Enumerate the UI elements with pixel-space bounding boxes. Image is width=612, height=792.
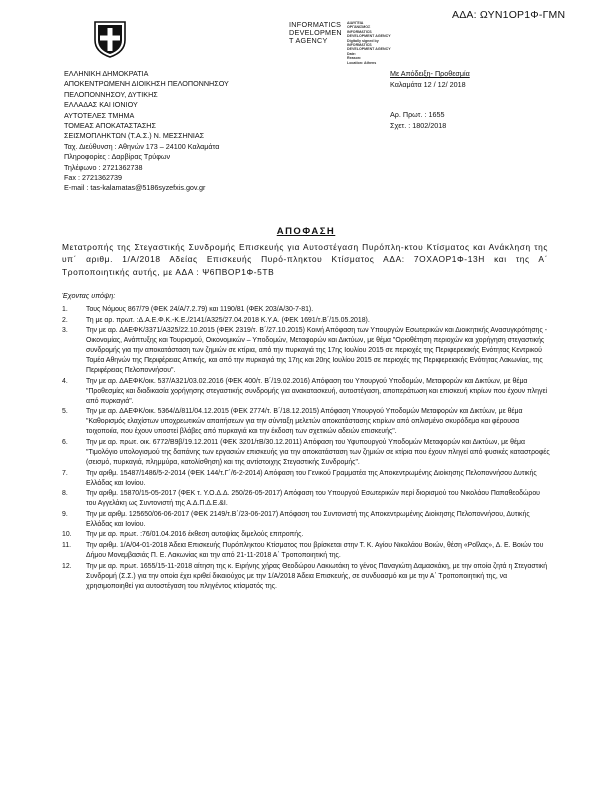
agency-logo-line: T AGENCY	[289, 36, 328, 46]
stamp-line: DEVELOPMENT AGENCY	[347, 34, 391, 39]
consideration-item	[62, 377, 552, 407]
place-date: Καλαμάτα 12 / 12/ 2018	[390, 80, 466, 89]
consideration-number: 6.	[62, 438, 68, 446]
protocol-number: Αρ. Πρωτ. : 1655	[390, 110, 445, 119]
stamp-line: INFORMATICS	[347, 29, 372, 34]
consideration-number: 2.	[62, 316, 68, 324]
consideration-item	[62, 438, 552, 468]
issuer-line: ΑΠΟΚΕΝΤΡΩΜΕΝΗ ΔΙΟΙΚΗΣΗ ΠΕΛΟΠΟΝΝΗΣΟΥ	[64, 79, 229, 89]
issuer-line: ΤΟΜΕΑΣ ΑΠΟΚΑΤΑΣΤΑΣΗΣ	[64, 121, 156, 131]
agency-logo-line: DEVELOPMEN	[289, 28, 342, 38]
consideration-text: Την με αρ. πρωτ. :76/01.04.2016 έκθεση αυτοψίας διμελούς επιτροπής.	[86, 531, 304, 539]
consideration-text: Την με αριθμ. 125650/06-06-2017 (ΦΕΚ 2149/τ.Β΄/23-06-2017) Απόφαση του Συντονιστή της Αποκεντρωμένης Διοίκησης Πελοποννήσου, Δυτικής Ελλάδας και Ιονίου.	[86, 510, 530, 528]
consideration-text: Την με αρ. ΔΑΕΦΚ/3371/Α325/22.10.2015 (ΦΕΚ 2319/τ. Β΄/27.10.2015) Κοινή Απόφαση των Υπουργών Εσωτερικών και Διοικητικής Ανασυγκρότησης - Οικονομίας, Ανάπτυξης και Τουρισμού, Οικονομικών – Υποδομών, Μεταφορών και Δικτύων, με θέμα "Οριοθέτηση περιοχών και χορήγηση στεγαστικής συνδρομής για την αποκατάσταση των ζημιών σε κτίρια, από την πυρκαγιά της 17ης Ιουλίου 2015 σε περιοχές της Περιφερειακής Ενότητας Κεντρικού Τομέα Αθηνών της Περιφέρειας Αττικής, και από την πυρκαγιά της 17ης και 20ης Ιουλίου 2015 σε περιοχές της Περιφερειακής Ενότητας Λακωνίας, της Περιφέρειας Πελοποννήσου".	[86, 327, 548, 375]
decision-title-text: ΑΠΟΦΑΣΗ	[276, 226, 336, 237]
stamp-line: Location: Athens	[347, 60, 377, 65]
consideration-item	[62, 326, 552, 376]
consideration-number: 8.	[62, 490, 68, 498]
issuer-line: ΕΛΛΗΝΙΚΗ ΔΗΜΟΚΡΑΤΙΑ	[64, 69, 149, 78]
considerations-list	[62, 305, 552, 592]
agency-logo-line: INFORMATICS	[289, 20, 342, 29]
issuer-line: ΠΕΛΟΠΟΝΝΗΣΟΥ, ΔΥΤΙΚΗΣ	[64, 89, 158, 99]
consideration-number: 4.	[62, 377, 68, 385]
consideration-item	[62, 510, 552, 530]
issuer-line: Τηλέφωνο : 2721362738	[64, 162, 143, 172]
stamp-line: ΔΙΑΥΓΕΙΑ	[347, 21, 364, 25]
consideration-item	[62, 407, 552, 437]
consideration-item	[62, 489, 552, 509]
consideration-item	[62, 469, 552, 489]
consideration-item	[62, 305, 552, 315]
stamp-line: INFORMATICS	[347, 43, 372, 48]
consideration-text: Την αριθμ. 1/Α/04-01-2018 Άδεια Επισκευής Πυρόπληκτου Κτίσματος που βρίσκεται στην Τ. Κ. Αγίου Νικολάου Βοιών, θέση «Ροΐλας», Δ. Ε. Βοιών του Δήμου Μονεμβασιάς Π. Ε. Λακωνίας και την από 21-11-2018 Α΄ Τροποποιητική της.	[86, 541, 544, 559]
consideration-number: 9.	[62, 510, 68, 518]
agency-logo	[289, 21, 342, 46]
consideration-text: Την με αρ. ΔΑΕΦΚ/οικ. 537/Α321/03.02.2016 (ΦΕΚ 400/τ. Β΄/19.02.2016) Απόφαση του Υπουργού Υποδομών, Μεταφορών και Δικτύων, με θέμα "Προθεσμίες και διαδικασία χορήγησης στεγαστικής συνδρομής για ανακατασκευή, αυτοστέγαση, αποπεράτωση και επισκευή κτιρίων που έχουν πληγεί από πυρκαγιά".	[86, 377, 548, 405]
consideration-item	[62, 562, 552, 592]
issuer-line: ΣΕΙΣΜΟΠΛΗΚΤΩΝ (Τ.Α.Σ.) Ν. ΜΕΣΣΗΝΙΑΣ	[64, 131, 205, 141]
issuer-line: Fax : 2721362739	[64, 173, 122, 183]
consideration-number: 5.	[62, 408, 68, 416]
decision-subject: Μετατροπής της Στεγαστικής Συνδρομής Επισκευής για Αυτοστέγαση Πυρόπλη-κτου Κτίσματος και Ανάκληση της υπ΄ αριθμ. 1/Α/2018 Αδείας Επισκευής Πυρό-πληκτου Κτίσματος ΑΔΑ: 7ΟΧΑΟΡ1Φ-13Η και της Α΄ Τροποποιητικής αυτής, με ΑΔΑ : Ψ6ΠΒΟΡ1Φ-5ΤΒ	[62, 242, 548, 277]
consideration-text: Την αριθμ. 15870/15-05-2017 (ΦΕΚ τ. Υ.Ο.Δ.Δ. 250/26-05-2017) Απόφαση του Υπουργού Εσωτερικών περί διορισμού του Νικολάου Παπαθεοδώρου του Αγγελάκη ως Συντονιστή της Α.Δ.Π.Δ.Ε.&Ι.	[86, 490, 540, 508]
issuer-block	[64, 69, 229, 194]
consideration-number: 3.	[62, 327, 68, 335]
issuer-line: Ταχ. Διεύθυνση : Αθηνών 173 – 24100 Καλαμάτα	[64, 141, 220, 151]
issuer-line: ΑΥΤΟΤΕΛΕΣ ΤΜΗΜΑ	[64, 110, 135, 120]
consideration-number: 1.	[62, 306, 68, 313]
stamp-line: Reason:	[347, 56, 362, 61]
consideration-number: 11.	[62, 541, 72, 549]
issuer-line: E-mail : tas-kalamatas@5186syzefxis.gov.gr	[64, 183, 206, 193]
consideration-item	[62, 530, 552, 540]
stamp-line: ΟΡΓΑΝΙΣΜΟΣ	[347, 25, 371, 30]
decision-title	[0, 226, 612, 237]
stamp-line: Digitally signed by	[347, 38, 379, 43]
ada-header: ΑΔΑ: ΩΥΝ1ΟΡ1Φ-ΓΜΝ	[452, 9, 566, 21]
consideration-text: Την με αρ. πρωτ. 1655/15-11-2018 αίτηση της κ. Ειρήνης χήρας Θεοδώρου Λακιωτάκη το γένος Παναγιώτη Δαμασκάκη, με την οποία ζητά η Στεγαστική Συνδρομή (Σ.Σ.) για την οποία έχει κριθεί δικαιούχος με την 1/Α/2018 Άδεια Επισκευής, σε συνδυασμό και με την Α΄ Τροποποιητική της, να χρησιμοποιηθεί για αυτοστέγαση του πληγέντος κτίσματός της.	[86, 562, 548, 590]
issuer-line: ΕΛΛΑΔΑΣ ΚΑΙ ΙΟΝΙΟΥ	[64, 100, 138, 110]
consideration-item	[62, 541, 552, 561]
digital-signature-stamp	[347, 21, 391, 65]
having-considered: Έχοντας υπόψη:	[62, 291, 116, 300]
delivery-method: Με Απόδειξη- Προθεσμία	[390, 69, 470, 78]
stamp-line: DEVELOPMENT AGENCY	[347, 47, 391, 52]
stamp-line: Date:	[347, 51, 356, 56]
consideration-text: Την αριθμ. 15487/1486/5-2-2014 (ΦΕΚ 144/τ.Γ΄/6-2-2014) Απόφαση του Γενικού Γραμματέα της Αποκεντρωμένης Διοίκησης Πελοποννήσου Δυτικής Ελλάδας και Ιονίου.	[86, 469, 537, 487]
issuer-line: Πληροφορίες : Δαρβίρας Τρύφων	[64, 152, 171, 162]
greek-emblem-icon	[93, 20, 127, 58]
consideration-number: 12.	[62, 562, 72, 570]
consideration-number: 10.	[62, 531, 72, 539]
consideration-text: Τους Νόμους 867/79 (ΦΕΚ 24/Α/7.2.79) και 1190/81 (ΦΕΚ 203/Α/30-7-81).	[86, 306, 314, 313]
consideration-item	[62, 316, 552, 326]
consideration-text: Την με αρ. ΔΑΕΦΚ/οικ. 5364/Δ/811/04.12.2015 (ΦΕΚ 2774/τ. Β΄/18.12.2015) Απόφαση Υπουργού Υποδομών Μεταφορών και Δικτύων, με θέμα "Καθορισμός ελαχίστων υποχρεωτικών απαιτήσεων για την σύνταξη μελετών αποκατάστασης κτιρίων από οπλισμένο σκυρόδεμα και φέρουσα τοιχοποιία, που έχουν υποστεί βλάβες από πυρκαγιά και την έκδοση των σχετικών αδειών επισκευής".	[86, 408, 523, 436]
related-number: Σχετ. : 1802/2018	[390, 121, 447, 130]
consideration-text: Τη με αρ. πρωτ. :Δ.Α.Ε.Φ.Κ.-Κ.Ε./2141/Α325/27.04.2018 Κ.Υ.Α. (ΦΕΚ 1691/τ.Β΄/15.05.2018).	[86, 316, 370, 324]
consideration-text: Την με αρ. πρωτ. οικ. 6772/Β9β/19.12.2011 (ΦΕΚ 3201/τΒ/30.12.2011) Απόφαση του Υφυπουργού Υποδομών Μεταφορών και Δικτύων, με θέμα "Τιμολόγιο υπολογισμού της δαπάνης των εργασιών επισκευής για την αποκατάσταση των ζημιών σε κτίρια που έχουν πληγεί από φυσικές καταστροφές (σεισμό, πυρκαγιά, πλημμύρα, κατολίσθηση) και της αντίστοιχης Στεγαστικής Συνδρομής".	[86, 438, 550, 466]
consideration-number: 7.	[62, 469, 68, 477]
